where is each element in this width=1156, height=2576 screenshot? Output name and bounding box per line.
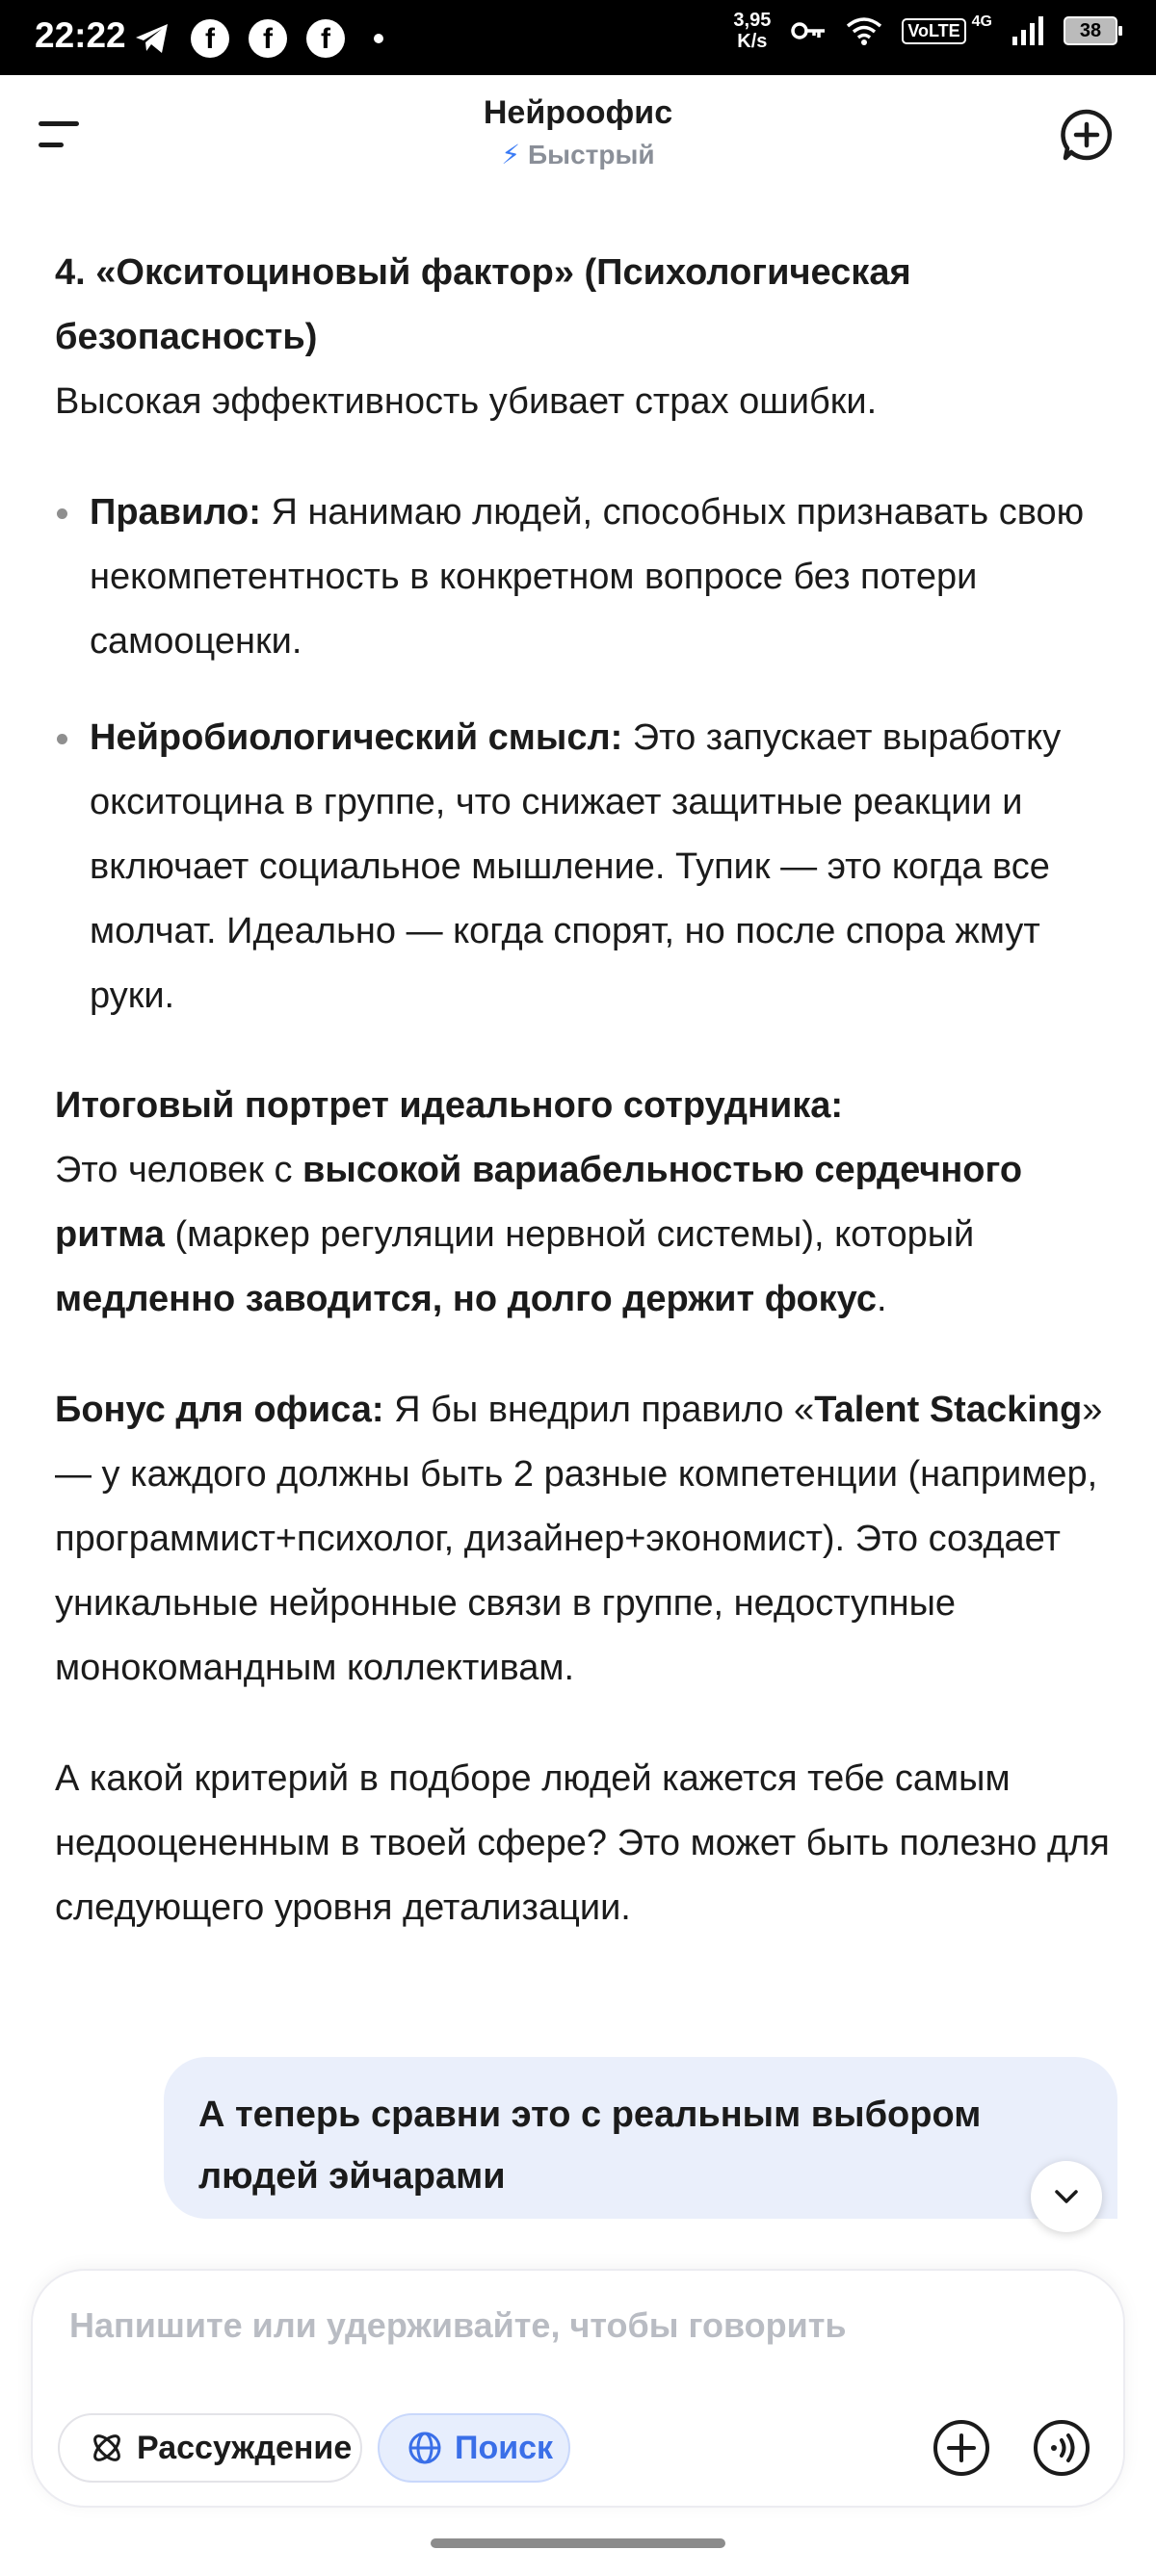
bullet-label: Нейробиологический смысл: [90, 717, 623, 758]
bullet-list [55, 481, 1115, 1028]
scroll-down-button[interactable] [1031, 2161, 1102, 2232]
model-mode-selector[interactable] [0, 139, 1156, 170]
page-title: Нейроофис [483, 94, 673, 131]
bonus-paragraph: Бонус для офиса: Я бы внедрил правило «Talent Stacking» — у каждого должны быть 2 разные компетенции (например, программист+психолог, дизайнер+экономист). Это создает уникальные нейронные связи в группе, недоступные монокомандным коллективам. [55, 1390, 1103, 1688]
battery-icon: 38 [1064, 16, 1117, 45]
facebook-icon: f [249, 19, 287, 58]
lightning-icon: ⚡ [501, 140, 521, 169]
message-input[interactable] [67, 2296, 1092, 2355]
atom-icon [89, 2430, 125, 2466]
signal-icon [1012, 15, 1044, 46]
bullet-label: Правило: [90, 492, 261, 533]
app-header [0, 75, 1156, 191]
search-label: Поиск [455, 2429, 554, 2466]
search-toggle[interactable] [378, 2413, 570, 2483]
model-mode-label: Быстрый [528, 140, 655, 169]
user-message-bubble: А теперь сравни это с реальным выбором людей эйчарами [164, 2057, 1117, 2219]
home-indicator[interactable] [431, 2538, 725, 2548]
network-type: 4G [971, 13, 992, 30]
volte-badge: VoLTE [902, 18, 965, 44]
facebook-icon: f [306, 19, 345, 58]
voice-mode-icon[interactable] [1031, 2417, 1092, 2479]
globe-icon [407, 2430, 443, 2466]
list-item [55, 481, 1115, 674]
section-heading: 4. «Окситоциновый фактор» (Психологическая безопасность) [55, 252, 911, 357]
list-item [55, 706, 1115, 1028]
status-bar [0, 0, 1156, 75]
status-time: 22:22 [35, 15, 126, 55]
assistant-message [55, 241, 1115, 1940]
portrait-paragraph: Это человек с высокой вариабельностью сердечного ритма (маркер регуляции нервной системы), который медленно заводится, но долго держит фокус. [55, 1150, 1023, 1319]
section-subheading: Высокая эффективность убивает страх ошибки. [55, 381, 878, 422]
chevron-down-icon [1031, 2161, 1102, 2232]
network-speed: 3,95 K/s [733, 10, 772, 52]
key-icon [790, 19, 827, 42]
notification-dot-icon [374, 34, 383, 43]
wifi-icon [846, 16, 882, 45]
bullet-text: Я нанимаю людей, способных признавать свою некомпетентность в конкретном вопросе без потери самооценки. [90, 492, 1085, 662]
reasoning-toggle[interactable] [58, 2413, 362, 2483]
system-icons [733, 10, 1117, 52]
add-attachment-icon[interactable] [931, 2417, 992, 2479]
portrait-heading: Итоговый портрет идеального сотрудника: [55, 1085, 844, 1126]
new-chat-icon[interactable] [1060, 108, 1114, 162]
follow-up-question: А какой критерий в подборе людей кажется тебе самым недооцененным в твоей сфере? Это может быть полезно для следующего уровня детализации. [55, 1758, 1110, 1928]
bullet-text: Это запускает выработку окситоцина в группе, что снижает защитные реакции и включает социальное мышление. Тупик — это когда все молчат. Идеально — когда спорят, но после спора жмут руки. [90, 717, 1062, 1016]
reasoning-label: Рассуждение [137, 2429, 353, 2466]
notification-icons [133, 19, 383, 58]
facebook-icon: f [191, 19, 229, 58]
message-composer [31, 2269, 1125, 2508]
telegram-icon [133, 19, 171, 58]
